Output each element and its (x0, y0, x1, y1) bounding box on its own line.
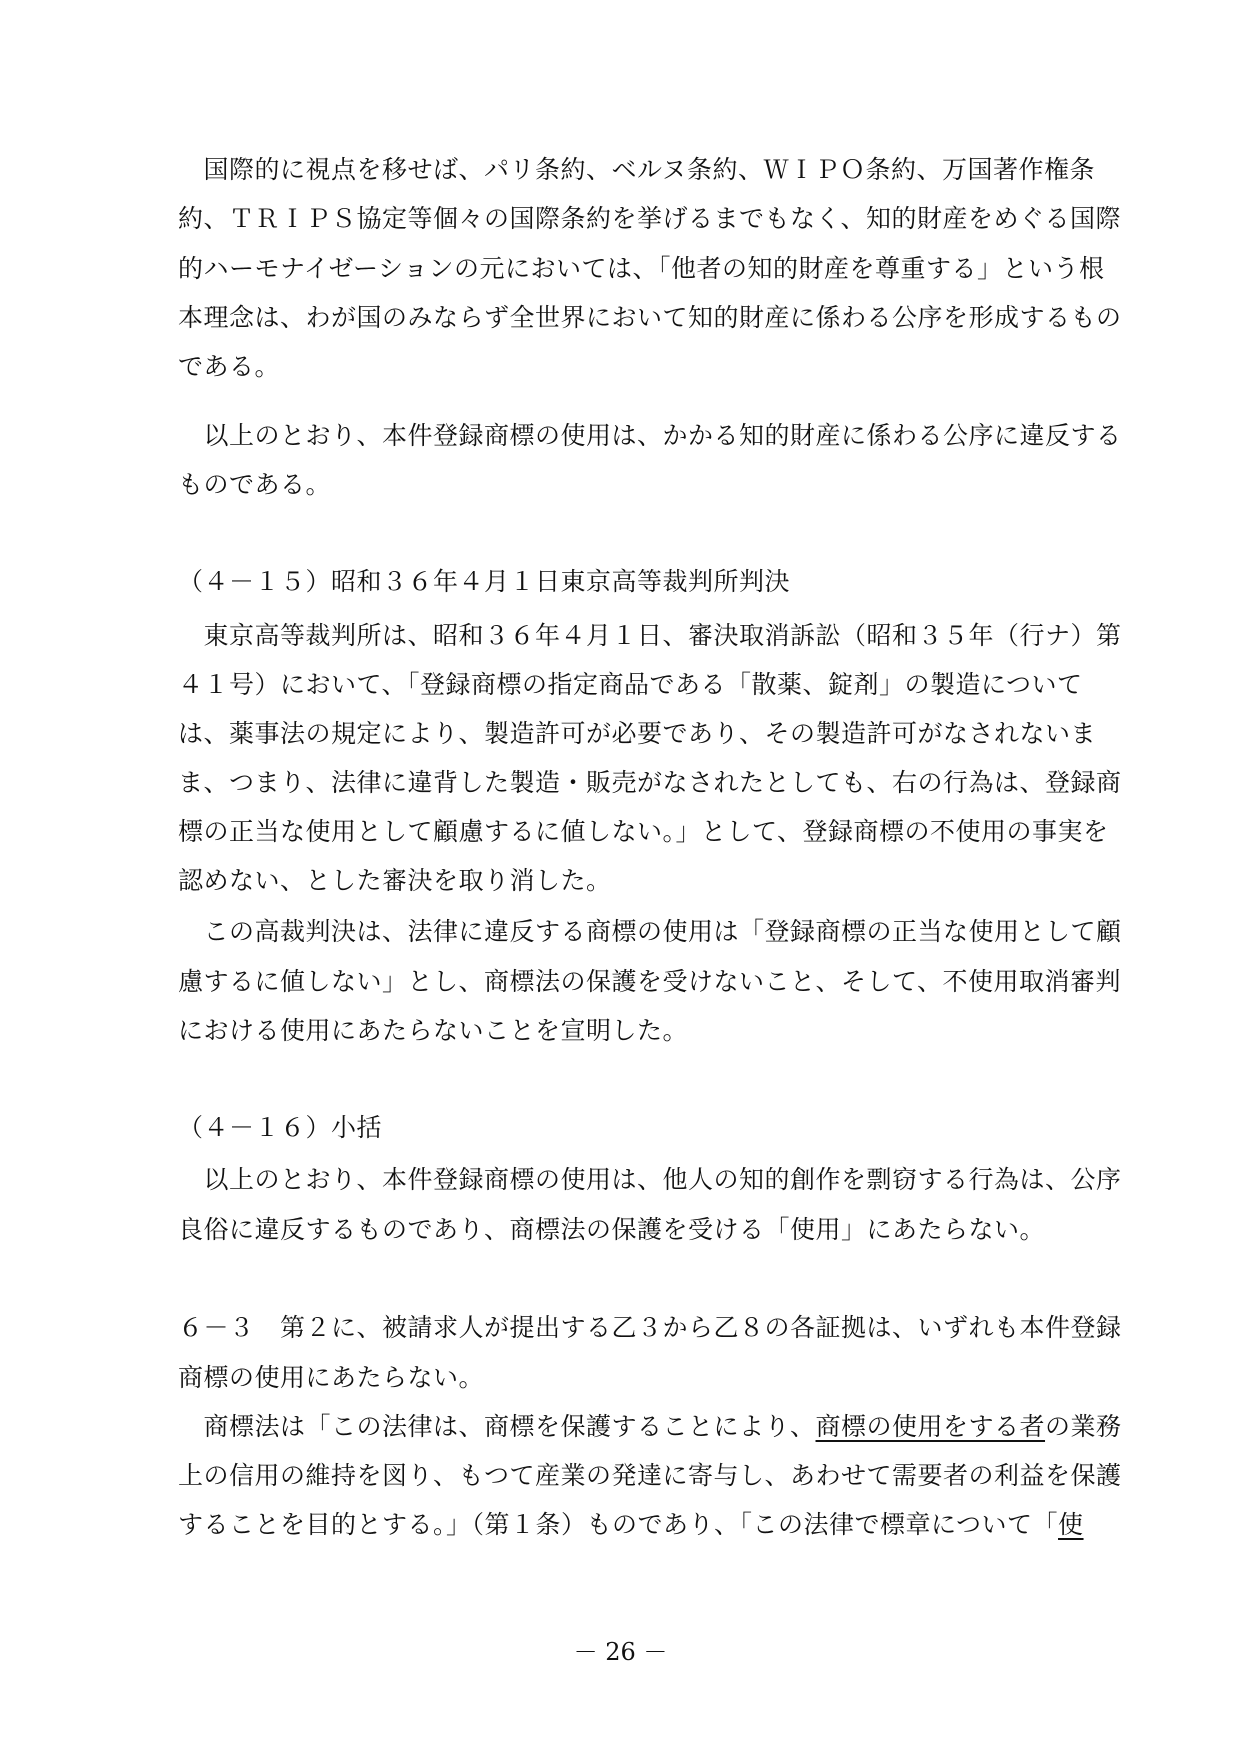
section-heading: （４－１５）昭和３６年４月１日東京高等裁判所判決 (178, 567, 791, 596)
text-line: である。 (178, 352, 281, 381)
text-line: ４１号）において、「登録商標の指定商品である「散薬、錠剤」の製造について (178, 670, 1083, 699)
text-line: における使用にあたらないことを宣明した。 (178, 1016, 689, 1045)
text-line: 国際的に視点を移せば、パリ条約、ベルヌ条約、ＷＩＰＯ条約、万国著作権条 (178, 155, 1096, 184)
text-line: 良俗に違反するものであり、商標法の保護を受ける「使用」にあたらない。 (178, 1215, 1046, 1244)
page-number: － 26 － (573, 1638, 668, 1666)
underlined-text: 商標の使用をする者 (815, 1412, 1046, 1441)
text-line: 約、ＴＲＩＰＳ協定等個々の国際条約を挙げるまでもなく、知的財産をめぐる国際 (178, 204, 1122, 233)
underlined-text: 使 (1058, 1510, 1084, 1539)
text-segment: することを目的とする。」（第１条）ものであり、「この法律で標章について「 (178, 1510, 1059, 1539)
text-line: この高裁判決は、法律に違反する商標の使用は「登録商標の正当な使用として顧 (178, 917, 1122, 946)
text-line: 慮するに値しない」とし、商標法の保護を受けないこと、そして、不使用取消審判 (178, 967, 1122, 996)
text-line: 以上のとおり、本件登録商標の使用は、かかる知的財産に係わる公序に違反する (178, 421, 1122, 450)
text-segment: 商標法は「この法律は、商標を保護することにより、 (178, 1412, 816, 1441)
text-line (178, 1509, 1098, 1541)
text-line: 的ハーモナイゼーションの元においては、「他者の知的財産を尊重する」という根 (178, 254, 1105, 283)
text-line: 認めない、とした審決を取り消した。 (178, 866, 612, 895)
text-line: ま、つまり、法律に違背した製造・販売がなされたとしても、右の行為は、登録商 (178, 768, 1122, 797)
section-heading: （４－１６）小括 (178, 1113, 383, 1142)
text-line: 標の正当な使用として顧慮するに値しない。」として、登録商標の不使用の事実を (178, 817, 1109, 846)
text-line: は、薬事法の規定により、製造許可が必要であり、その製造許可がなされないま (178, 719, 1097, 748)
text-line: 商標の使用にあたらない。 (178, 1363, 485, 1392)
text-line: 上の信用の維持を図り、もつて産業の発達に寄与し、あわせて需要者の利益を保護 (178, 1461, 1122, 1490)
text-line: 東京高等裁判所は、昭和３６年４月１日、審決取消訴訟（昭和３５年（行ナ）第 (178, 621, 1122, 650)
text-line: 以上のとおり、本件登録商標の使用は、他人の知的創作を剽窃する行為は、公序 (178, 1165, 1122, 1194)
text-segment: の業務 (1045, 1412, 1122, 1441)
text-line (178, 1411, 1122, 1443)
text-line: ６－３ 第２に、被請求人が提出する乙３から乙８の各証拠は、いずれも本件登録 (178, 1313, 1122, 1342)
text-line: ものである。 (178, 470, 332, 499)
text-line: 本理念は、わが国のみならず全世界において知的財産に係わる公序を形成するもの (178, 303, 1122, 332)
